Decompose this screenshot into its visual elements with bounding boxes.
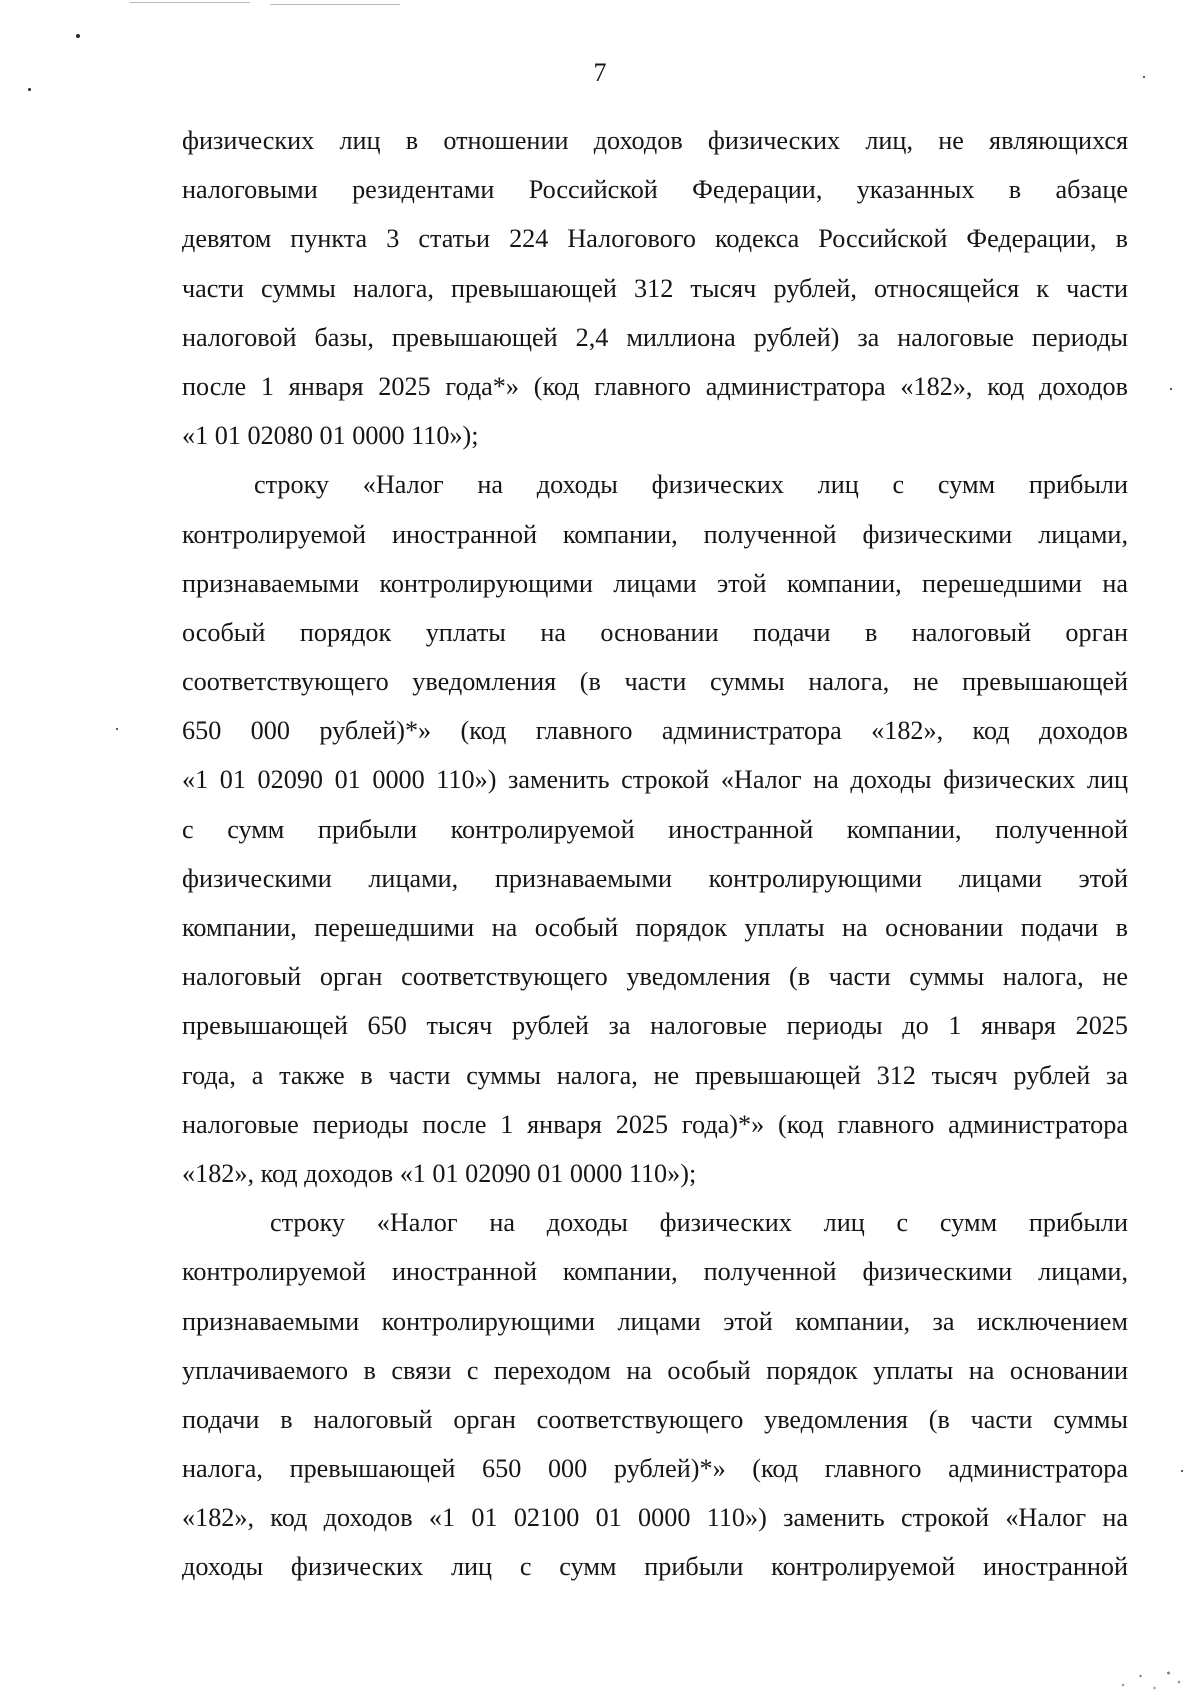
- text-line: года, а также в части суммы налога, не превышающей 312 тысяч рублей за: [182, 1060, 1128, 1090]
- text-line: признаваемыми контролирующими лицами этой компании, перешедшими на: [182, 568, 1128, 598]
- text-line: «1 01 02090 01 0000 110») заменить строкой «Налог на доходы физических лиц: [182, 765, 1128, 795]
- scan-speck: [28, 88, 31, 91]
- text-line: особый порядок уплаты на основании подачи в налоговый орган: [182, 617, 1128, 647]
- scan-noise: [1116, 1664, 1186, 1694]
- text-line: подачи в налоговый орган соответствующего уведомления (в части суммы: [182, 1404, 1128, 1434]
- text-line: с сумм прибыли контролируемой иностранной компании, полученной: [182, 814, 1128, 844]
- text-line: превышающей 650 тысяч рублей за налоговые периоды до 1 января 2025: [182, 1011, 1128, 1041]
- text-line: физических лиц в отношении доходов физических лиц, не являющихся: [182, 126, 1128, 155]
- page-number: 7: [593, 58, 607, 87]
- body-text: [182, 116, 1128, 1592]
- text-line: девятом пункта 3 статьи 224 Налогового кодекса Российской Федерации, в: [182, 224, 1128, 254]
- scan-artifact-line: [270, 4, 400, 5]
- scan-artifact-line: [130, 2, 250, 3]
- text-line: налоговые периоды после 1 января 2025 года)*» (код главного администратора: [182, 1109, 1128, 1139]
- text-line: уплачиваемого в связи с переходом на особый порядок уплаты на основании: [182, 1355, 1128, 1385]
- text-line: налоговый орган соответствующего уведомления (в части суммы налога, не: [182, 962, 1128, 992]
- text-line: «182», код доходов «1 01 02100 01 0000 110») заменить строкой «Налог на: [182, 1503, 1128, 1533]
- scan-speck: [1181, 1470, 1183, 1472]
- text-line: контролируемой иностранной компании, полученной физическими лицами,: [182, 1257, 1128, 1287]
- text-line: налоговыми резидентами Российской Федерации, указанных в абзаце: [182, 175, 1128, 205]
- text-line: налога, превышающей 650 000 рублей)*» (код главного администратора: [182, 1454, 1128, 1484]
- text-line: налоговой базы, превышающей 2,4 миллиона рублей) за налоговые периоды: [182, 322, 1128, 352]
- text-line: доходы физических лиц с сумм прибыли контролируемой иностранной: [182, 1552, 1128, 1582]
- text-line: компании, перешедшими на особый порядок уплаты на основании подачи в: [182, 913, 1128, 942]
- text-line: соответствующего уведомления (в части суммы налога, не превышающей: [182, 667, 1128, 697]
- text-line: части суммы налога, превышающей 312 тысяч рублей, относящейся к части: [182, 273, 1128, 303]
- paragraph-first-line: строку «Налог на доходы физических лиц с сумм прибыли: [254, 470, 1128, 500]
- scan-speck: [1170, 388, 1172, 390]
- text-line: 650 000 рублей)*» (код главного администратора «182», код доходов: [182, 716, 1128, 746]
- text-line: физическими лицами, признаваемыми контролирующими лицами этой: [182, 863, 1128, 893]
- text-line: «1 01 02080 01 0000 110»);: [182, 421, 479, 451]
- paragraph-first-line: строку «Налог на доходы физических лиц с сумм прибыли: [270, 1208, 1128, 1238]
- scan-speck: [116, 728, 118, 730]
- text-line: после 1 января 2025 года*» (код главного администратора «182», код доходов: [182, 371, 1128, 401]
- text-line: признаваемыми контролирующими лицами этой компании, за исключением: [182, 1306, 1128, 1336]
- text-line: «182», код доходов «1 01 02090 01 0000 110»);: [182, 1158, 697, 1188]
- text-line: контролируемой иностранной компании, полученной физическими лицами,: [182, 519, 1128, 549]
- scan-speck: [76, 34, 80, 38]
